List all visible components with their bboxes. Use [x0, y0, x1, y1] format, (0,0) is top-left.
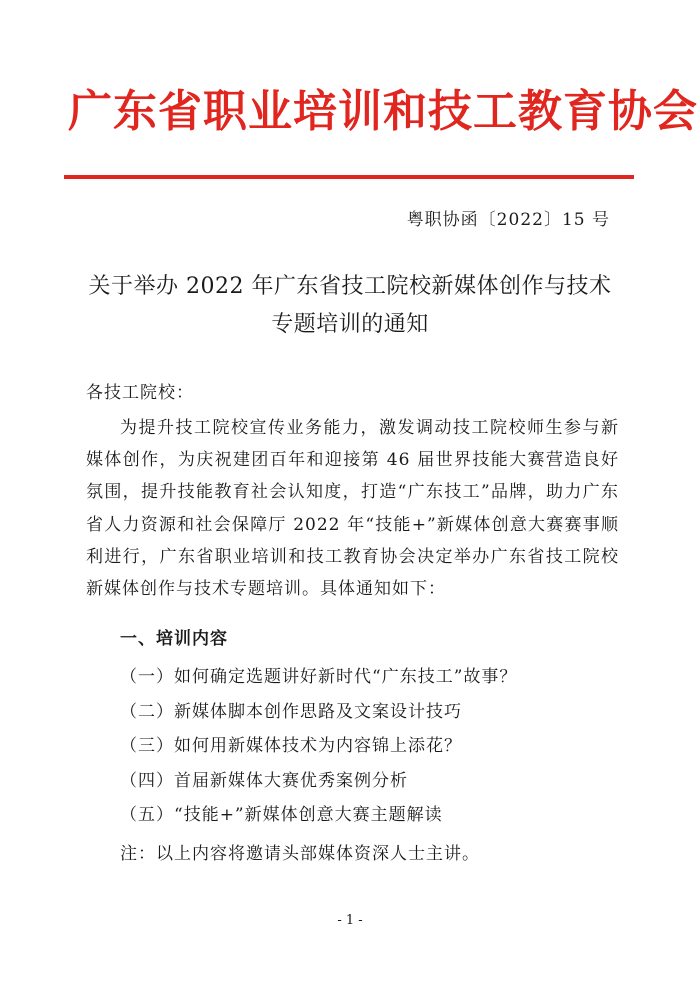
list-item: （一）如何确定选题讲好新时代“广东技工”故事？: [120, 667, 518, 687]
training-content-list: [120, 660, 517, 833]
organization-masthead: 广东省职业培训和技工教育协会: [68, 86, 698, 137]
document-number: 粤职协函〔2022〕15 号: [406, 210, 610, 230]
section-heading-training-content: 一、培训内容: [120, 629, 228, 649]
list-item: （三）如何用新媒体技术为内容锦上添花？: [120, 736, 462, 756]
salutation: 各技工院校：: [86, 383, 194, 403]
red-divider-line: [64, 175, 634, 179]
list-item: （四）首届新媒体大赛优秀案例分析: [120, 770, 408, 791]
note: 注：以上内容将邀请头部媒体资深人士主讲。: [120, 844, 480, 864]
page-number: - 1 -: [337, 913, 363, 928]
body-paragraph: 为提升技工院校宣传业务能力，激发调动技工院校师生参与新媒体创作，为庆祝建团百年和迎接第 46 届世界技能大赛营造良好氛围，提升技能教育社会认知度，打造“广东技工”品牌，助力广东省人力资源和社会保障厅 2022 年“技能+”新媒体创意大赛赛事顺利进行，广东省职业培训和技工教育协会决定举办广东省技工院校新媒体创作与技术专题培训。具体通知如下：: [86, 418, 619, 600]
document-title: 关于举办 2022 年广东省技工院校新媒体创作与技术专题培训的通知: [88, 274, 612, 337]
list-item: （二）新媒体脚本创作思路及文案设计技巧: [120, 701, 462, 722]
list-item: （五）“技能+”新媒体创意大赛主题解读: [120, 805, 443, 825]
